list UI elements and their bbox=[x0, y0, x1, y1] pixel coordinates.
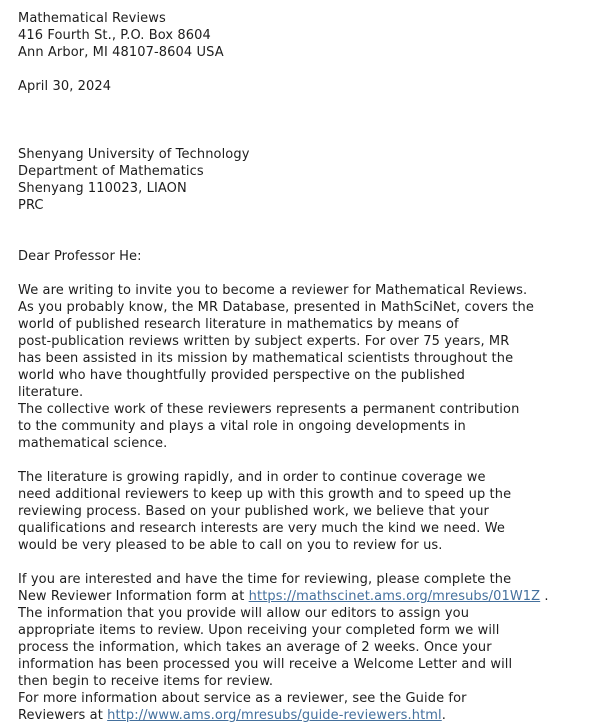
body-line: information has been processed you will receive a Welcome Letter and will bbox=[18, 657, 513, 672]
salutation-line: Dear Professor He: bbox=[18, 249, 142, 264]
date-line: April 30, 2024 bbox=[18, 79, 112, 94]
body-line: qualifications and research interests are very much the kind we need. We bbox=[18, 521, 506, 536]
body-line: appropriate items to review. Upon receiving your completed form we will bbox=[18, 623, 500, 638]
body-line: As you probably know, the MR Database, presented in MathSciNet, covers the bbox=[18, 300, 534, 315]
recipient-block bbox=[18, 146, 602, 214]
body-line: mathematical science. bbox=[18, 436, 168, 451]
body-line: need additional reviewers to keep up with this growth and to speed up the bbox=[18, 487, 512, 502]
form-link-line-before: New Reviewer Information form at bbox=[18, 589, 249, 604]
date-block bbox=[18, 78, 602, 95]
recipient-country-line: PRC bbox=[18, 198, 44, 213]
paragraph-2 bbox=[18, 469, 602, 554]
letterhead bbox=[18, 10, 602, 61]
body-line: The collective work of these reviewers represents a permanent contribution bbox=[18, 402, 520, 417]
body-line: would be very pleased to be able to call on you to review for us. bbox=[18, 538, 443, 553]
recipient-city-line: Shenyang 110023, LIAON bbox=[18, 181, 187, 196]
letterhead-org-line: Mathematical Reviews bbox=[18, 11, 166, 26]
paragraph-1 bbox=[18, 282, 602, 452]
body-line: process the information, which takes an average of 2 weeks. Once your bbox=[18, 640, 492, 655]
body-line: The literature is growing rapidly, and in order to continue coverage we bbox=[18, 470, 486, 485]
body-line: has been assisted in its mission by mathematical scientists throughout the bbox=[18, 351, 514, 366]
body-line: to the community and plays a vital role in ongoing developments in bbox=[18, 419, 466, 434]
form-link-line bbox=[18, 588, 602, 605]
body-line: reviewing process. Based on your published work, we believe that your bbox=[18, 504, 489, 519]
guide-link-line-before: Reviewers at bbox=[18, 708, 108, 723]
guide-link-line-after: . bbox=[441, 708, 447, 723]
body-line: We are writing to invite you to become a reviewer for Mathematical Reviews. bbox=[18, 283, 528, 298]
guide-link-line bbox=[18, 707, 602, 724]
recipient-department-line: Department of Mathematics bbox=[18, 164, 204, 179]
letterhead-street-line: 416 Fourth St., P.O. Box 8604 bbox=[18, 28, 211, 43]
body-line: then begin to receive items for review. bbox=[18, 674, 274, 689]
body-line: world of published research literature in mathematics by means of bbox=[18, 317, 459, 332]
reviewer-form-link[interactable]: https://mathscinet.ams.org/mresubs/01W1Z bbox=[248, 589, 541, 604]
body-line: The information that you provide will allow our editors to assign you bbox=[18, 606, 470, 621]
paragraph-3 bbox=[18, 571, 602, 724]
salutation-block bbox=[18, 248, 602, 265]
body-line: If you are interested and have the time for reviewing, please complete the bbox=[18, 572, 512, 587]
body-line: post-publication reviews written by subject experts. For over 75 years, MR bbox=[18, 334, 510, 349]
body-line: For more information about service as a reviewer, see the Guide for bbox=[18, 691, 467, 706]
recipient-university-line: Shenyang University of Technology bbox=[18, 147, 250, 162]
letterhead-city-line: Ann Arbor, MI 48107-8604 USA bbox=[18, 45, 224, 60]
guide-reviewers-link[interactable]: http://www.ams.org/mresubs/guide-reviewers.html bbox=[107, 708, 442, 723]
body-line: world who have thoughtfully provided perspective on the published bbox=[18, 368, 465, 383]
body-line: literature. bbox=[18, 385, 84, 400]
form-link-line-after: . bbox=[540, 589, 549, 604]
